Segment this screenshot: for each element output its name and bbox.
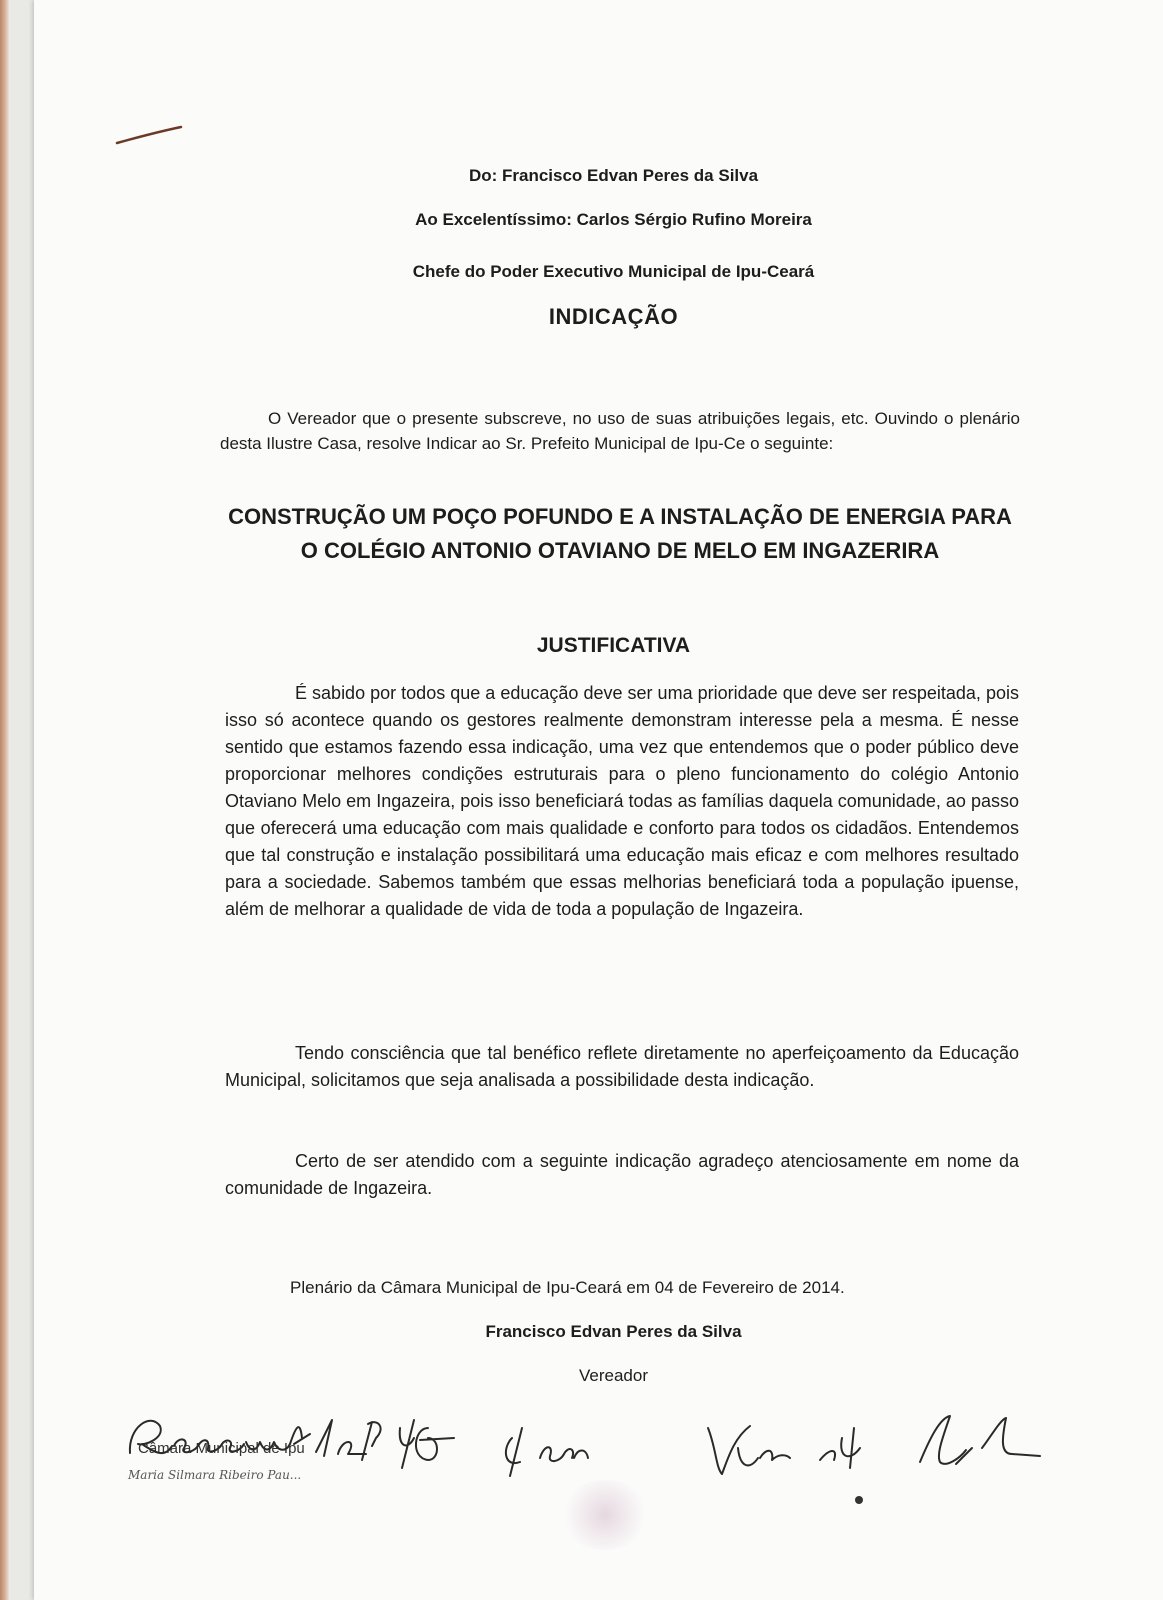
document-title: INDICAÇÃO (548, 304, 679, 329)
paragraph-text: Certo de ser atendido com a seguinte indicação agradeço atenciosamente em nome da comunidade de Ingazeira. (225, 1151, 1019, 1198)
justification-paragraph-2 (225, 1040, 1019, 1094)
paragraph-text: É sabido por todos que a educação deve ser uma prioridade que deve ser respeitada, pois isso só acontece quando os gestores realmente demonstram interesse pela a mesma. É nesse sentido que estamos fazendo essa indicação, uma vez que entendemos que o poder público deve proporcionar melhores condições estruturais para o pleno funcionamento do colégio Antonio Otaviano Melo em Ingazeira, pois isso beneficiará todas as famílias daquela comunidade, ao passo que oferecerá uma educação com mais qualidade e conforto para todos os cidadãos. Entendemos que tal construção e instalação possibilitará uma educação mais eficaz e com melhores resultado para a sociedade. Sabemos também que essas melhorias beneficiará toda a população ipuense, além de melhorar a qualidade de vida de toda a população de Ingazeira. (225, 683, 1019, 919)
intro-text: O Vereador que o presente subscreve, no uso de suas atribuições legais, etc. Ouvindo o plenário desta Ilustre Casa, resolve Indicar ao Sr. Prefeito Municipal de Ipu-Ce o seguinte: (220, 409, 1020, 453)
signer-role: Vereador (579, 1366, 648, 1385)
intro-paragraph (220, 406, 1020, 456)
ink-smudge (560, 1480, 650, 1550)
pen-stroke-mark (115, 124, 185, 146)
header-role: Chefe do Poder Executivo Municipal de Ipu-Ceará (412, 262, 815, 281)
paper-binding-edge (0, 0, 10, 1600)
place-date: Plenário da Câmara Municipal de Ipu-Ceará em 04 de Fevereiro de 2014. (290, 1278, 845, 1297)
ink-dot (855, 1496, 863, 1504)
justification-title: JUSTIFICATIVA (536, 634, 691, 657)
receipt-stamp-institution: Câmara Municipal de Ipu (138, 1440, 305, 1457)
header-to: Ao Excelentíssimo: Carlos Sérgio Rufino Moreira (415, 210, 812, 229)
indication-subject: CONSTRUÇÃO UM POÇO POFUNDO E A INSTALAÇÃO DE ENERGIA PARA O COLÉGIO ANTONIO OTAVIANO DE MELO EM INGAZERIRA (228, 504, 1012, 563)
header-from: Do: Francisco Edvan Peres da Silva (468, 166, 759, 185)
signer-name: Francisco Edvan Peres da Silva (485, 1322, 742, 1341)
paragraph-text: Tendo consciência que tal benéfico reflete diretamente no aperfeiçoamento da Educação Municipal, solicitamos que seja analisada a possibilidade desta indicação. (225, 1043, 1019, 1090)
receipt-stamp-name: Maria Silmara Ribeiro Pau... (128, 1468, 302, 1482)
justification-paragraph-3 (225, 1148, 1019, 1202)
justification-paragraph-1 (225, 680, 1019, 923)
